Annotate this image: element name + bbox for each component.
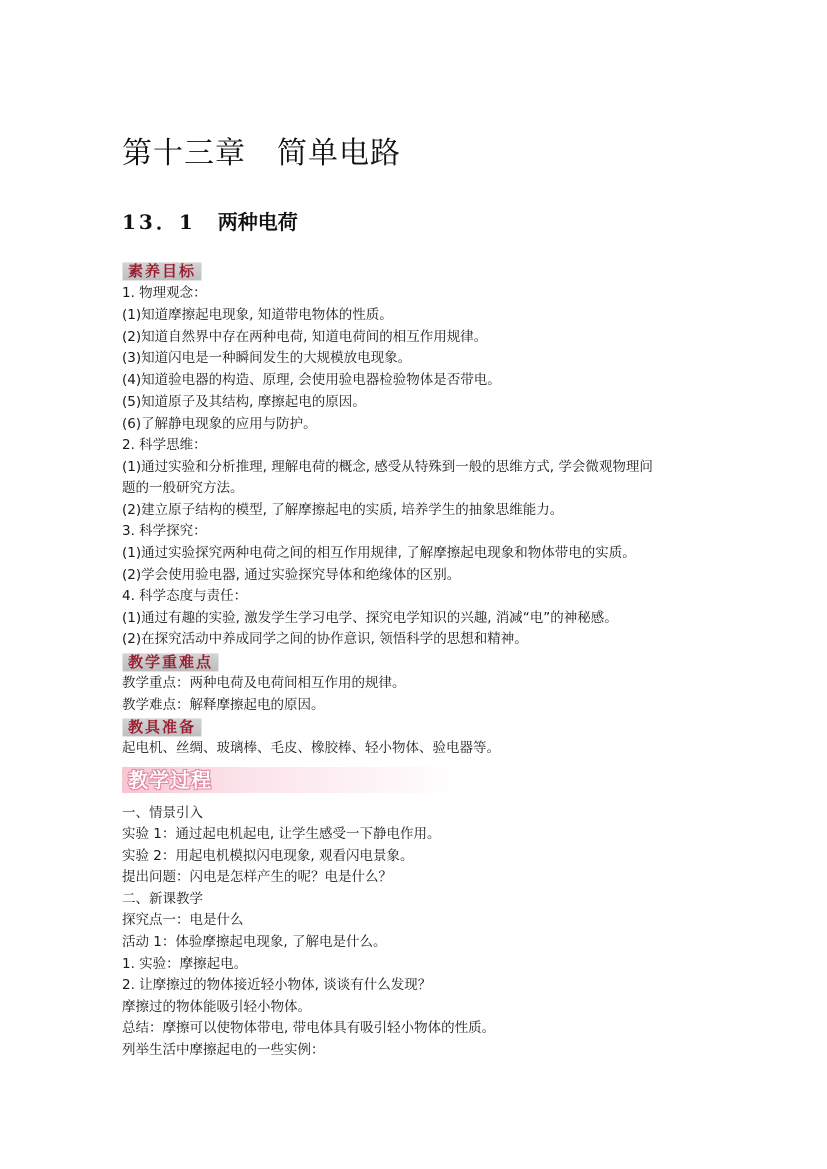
process-line: 二、新课教学 — [122, 891, 203, 907]
prep-badge: 教具准备 — [122, 718, 202, 737]
goals-line: 1. 物理观念： — [122, 285, 207, 301]
process-line: 摩擦过的物体能吸引轻小物体。 — [122, 999, 311, 1015]
key-points-badge: 教学重难点 — [122, 653, 219, 672]
goals-line: (2)建立原子结构的模型, 了解摩擦起电的实质, 培养学生的抽象思维能力。 — [122, 502, 564, 518]
process-line: 实验 1：通过起电机起电, 让学生感受一下静电作用。 — [122, 826, 441, 842]
section-heading — [122, 206, 298, 235]
goals-line: 题的一般研究方法。 — [122, 480, 244, 496]
process-badge — [122, 767, 462, 793]
goals-line: (1)通过实验探究两种电荷之间的相互作用规律, 了解摩擦起电现象和物体带电的实质。 — [122, 545, 636, 561]
goals-line: 2. 科学思维： — [122, 437, 207, 453]
goals-line: (3)知道闪电是一种瞬间发生的大规模放电现象。 — [122, 350, 412, 366]
goals-badge: 素养目标 — [122, 262, 202, 281]
chapter-title: 第十三章 简单电路 — [122, 136, 401, 171]
goals-line: (1)通过实验和分析推理, 理解电荷的概念, 感受从特殊到一般的思维方式, 学会微观物理问 — [122, 459, 653, 475]
goals-line: 3. 科学探究： — [122, 523, 207, 539]
process-badge-label: 教学过程 — [128, 768, 212, 792]
prep-line: 起电机、丝绸、玻璃棒、毛皮、橡胶棒、轻小物体、验电器等。 — [122, 740, 500, 756]
process-line: 实验 2：用起电机模拟闪电现象, 观看闪电景象。 — [122, 848, 414, 864]
goals-line: (1)通过有趣的实验, 激发学生学习电学、探究电学知识的兴趣, 消减“电”的神秘感。 — [122, 610, 618, 626]
process-line: 2. 让摩擦过的物体接近轻小物体, 谈谈有什么发现？ — [122, 977, 432, 993]
goals-line: (5)知道原子及其结构, 摩擦起电的原因。 — [122, 394, 366, 410]
section-title: 两种电荷 — [217, 210, 298, 234]
process-line: 提出问题：闪电是怎样产生的呢？电是什么？ — [122, 869, 392, 885]
goals-line: (1)知道摩擦起电现象, 知道带电物体的性质。 — [122, 307, 393, 323]
goals-line: (4)知道验电器的构造、原理, 会使用验电器检验物体是否带电。 — [122, 372, 501, 388]
section-number: 13．1 — [122, 210, 196, 234]
process-line: 1. 实验：摩擦起电。 — [122, 956, 248, 972]
key-points-line: 教学重点：两种电荷及电荷间相互作用的规律。 — [122, 675, 406, 691]
process-line: 探究点一：电是什么 — [122, 912, 244, 928]
process-line: 总结：摩擦可以使物体带电, 带电体具有吸引轻小物体的性质。 — [122, 1020, 496, 1036]
key-points-line: 教学难点：解释摩擦起电的原因。 — [122, 697, 325, 713]
goals-line: 4. 科学态度与责任： — [122, 588, 248, 604]
process-line: 活动 1：体验摩擦起电现象, 了解电是什么。 — [122, 934, 387, 950]
process-line: 列举生活中摩擦起电的一些实例： — [122, 1042, 325, 1058]
goals-line: (6)了解静电现象的应用与防护。 — [122, 416, 317, 432]
goals-line: (2)学会使用验电器, 通过实验探究导体和绝缘体的区别。 — [122, 567, 461, 583]
goals-line: (2)知道自然界中存在两种电荷, 知道电荷间的相互作用规律。 — [122, 329, 488, 345]
goals-line: (2)在探究活动中养成同学之间的协作意识, 领悟科学的思想和精神。 — [122, 631, 528, 647]
process-line: 一、情景引入 — [122, 805, 203, 821]
